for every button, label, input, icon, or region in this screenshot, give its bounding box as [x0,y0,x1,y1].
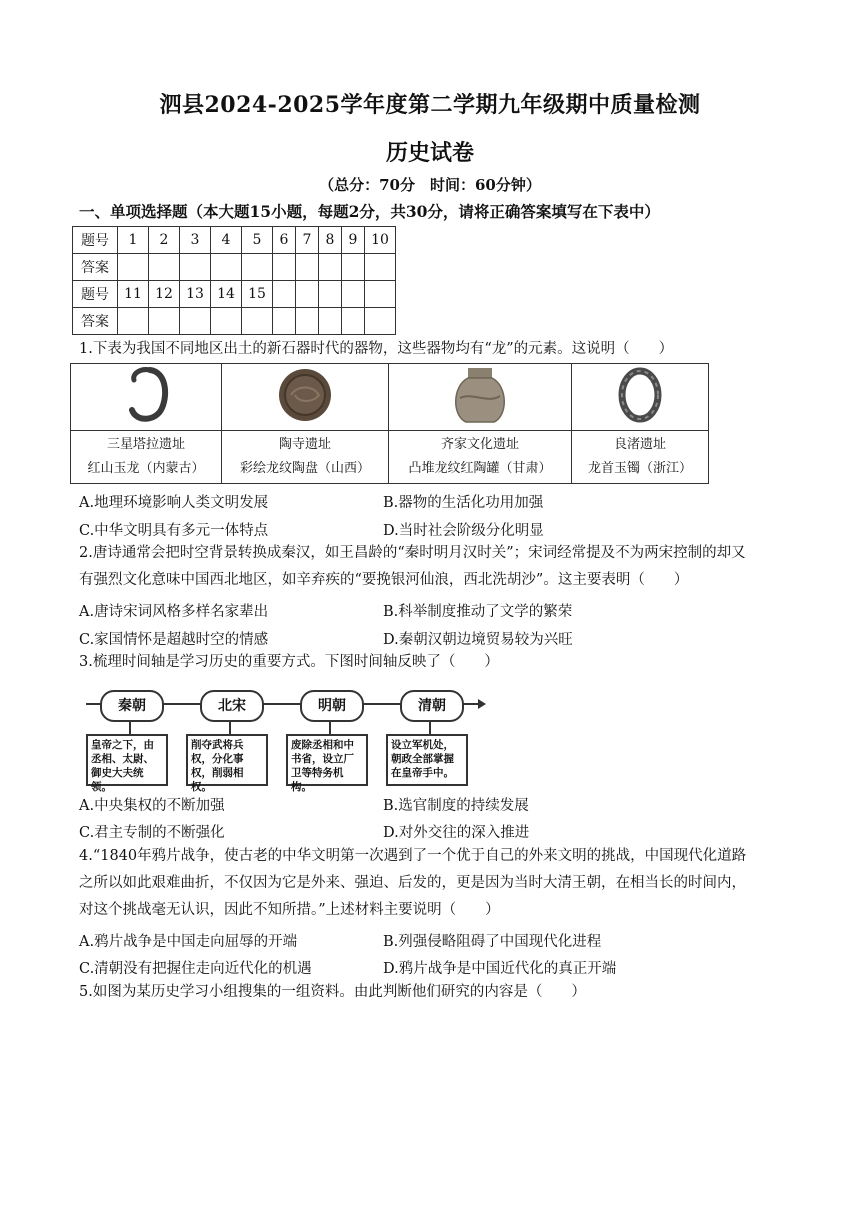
option-d[interactable]: D.秦朝汉朝边境贸易较为兴旺 [383,632,573,648]
answer-cell[interactable] [211,308,242,335]
option-c[interactable]: C.君主专制的不断强化 [79,825,225,841]
answer-cell[interactable] [319,254,342,281]
option-a[interactable]: A.中央集权的不断加强 [79,798,225,814]
table-row [73,254,396,281]
exam-meta: （总分：70分 时间：60分钟） [319,176,541,194]
option-a[interactable]: A.地理环境影响人类文明发展 [79,495,269,511]
timeline-note: 设立军机处，朝政全部掌握在皇帝手中。 [386,734,468,786]
artifact-name: 彩绘龙纹陶盘（山西） [239,461,370,476]
empty-cell [273,308,296,335]
question-number: 13 [180,281,211,308]
option-b[interactable]: B.列强侵略阻碍了中国现代化进程 [383,934,602,950]
answer-table [72,226,396,335]
table-row [73,227,396,254]
artifact-site: 三星塔拉遗址 [106,437,185,452]
answer-cell[interactable] [342,254,365,281]
option-a[interactable]: A.唐诗宋词风格多样名家辈出 [79,604,269,620]
artifact-site: 陶寺遗址 [278,437,331,452]
artifact-caption [222,431,389,484]
answer-cell[interactable] [242,254,273,281]
answer-cell[interactable] [273,254,296,281]
row-label: 答案 [73,308,118,335]
answer-cell[interactable] [242,308,273,335]
answer-cell[interactable] [118,308,149,335]
empty-cell [296,281,319,308]
artifact-image-cell [71,364,222,431]
answer-cell[interactable] [296,254,319,281]
answer-cell[interactable] [180,254,211,281]
question-4-line: 4.“1840年鸦片战争，使古老的中华文明第一次遇到了一个优于自己的外来文明的挑战，中国现代化道路 [79,848,747,864]
empty-cell [319,308,342,335]
question-1-stem: 1.下表为我国不同地区出土的新石器时代的器物，这些器物均有“龙”的元素。这说明（ ） [79,341,674,357]
question-number: 11 [118,281,149,308]
timeline-note: 皇帝之下，由丞相、太尉、御史大夫统领。 [86,734,168,786]
row-label: 题号 [73,227,118,254]
option-c[interactable]: C.中华文明具有多元一体特点 [79,523,269,539]
question-number: 1 [118,227,149,254]
answer-cell[interactable] [149,308,180,335]
question-number: 3 [180,227,211,254]
timeline-diagram [86,682,486,793]
timeline-note: 削夺武将兵权，分化事权，削弱相权。 [186,734,268,786]
option-d[interactable]: D.鸦片战争是中国近代化的真正开端 [383,961,617,977]
answer-cell[interactable] [149,254,180,281]
question-4-line: 之所以如此艰难曲折，不仅因为它是外来、强迫、后发的，更是因为当时大清王朝，在相当长的时间内， [79,875,746,891]
artifact-image-cell [572,364,709,431]
artifact-site: 良渚遗址 [613,437,666,452]
timeline-era: 明朝 [300,690,364,722]
question-number: 12 [149,281,180,308]
empty-cell [365,281,396,308]
timeline-note: 废除丞相和中书省，设立厂卫等特务机构。 [286,734,368,786]
empty-cell [319,281,342,308]
option-c[interactable]: C.清朝没有把握住走向近代化的机遇 [79,961,312,977]
question-5-stem: 5.如图为某历史学习小组搜集的一组资料。由此判断他们研究的内容是（ ） [79,984,586,1000]
question-number: 5 [242,227,273,254]
question-number: 4 [211,227,242,254]
empty-cell [273,281,296,308]
question-number: 14 [211,281,242,308]
question-number: 2 [149,227,180,254]
artifact-caption [572,431,709,484]
exam-title: 泗县2024-2025学年度第二学期九年级期中质量检测 [159,92,701,118]
question-2-line: 有强烈文化意味中国西北地区，如辛弃疾的“要挽银河仙浪，西北洗胡沙”。这主要表明（ ） [79,572,689,588]
artifact-image-cell [389,364,572,431]
timeline-era: 清朝 [400,690,464,722]
table-row [73,281,396,308]
jade-bracelet-icon [615,365,665,425]
timeline-era: 北宋 [200,690,264,722]
empty-cell [342,308,365,335]
table-row [71,431,709,484]
painted-plate-icon [275,365,335,425]
option-b[interactable]: B.选官制度的持续发展 [383,798,529,814]
pottery-jar-icon [448,364,512,426]
jade-dragon-icon [116,364,176,426]
artifact-name: 红山玉龙（内蒙古） [87,461,205,476]
answer-cell[interactable] [365,254,396,281]
answer-cell[interactable] [180,308,211,335]
artifact-site: 齐家文化遗址 [440,437,519,452]
question-number: 7 [296,227,319,254]
option-b[interactable]: B.器物的生活化功用加强 [383,495,544,511]
artifact-name: 凸堆龙纹红陶罐（甘肃） [408,461,552,476]
empty-cell [296,308,319,335]
answer-cell[interactable] [118,254,149,281]
empty-cell [342,281,365,308]
exam-subject: 历史试卷 [385,140,474,166]
artifact-caption [71,431,222,484]
question-number: 8 [319,227,342,254]
table-row [73,308,396,335]
question-3-stem: 3.梳理时间轴是学习历史的重要方式。下图时间轴反映了（ ） [79,654,499,670]
row-label: 答案 [73,254,118,281]
question-number: 6 [273,227,296,254]
question-number: 15 [242,281,273,308]
artifact-name: 龙首玉镯（浙江） [587,461,692,476]
artifact-table [70,363,709,484]
answer-cell[interactable] [211,254,242,281]
artifact-image-cell [222,364,389,431]
question-4-line: 对这个挑战毫无认识，因此不知所措。”上述材料主要说明（ ） [79,902,500,918]
option-d[interactable]: D.对外交往的深入推进 [383,825,530,841]
question-2-line: 2.唐诗通常会把时空背景转换成秦汉，如王昌龄的“秦时明月汉时关”；宋词经常提及不为两宋控制的却又 [79,545,746,561]
section-heading: 一、单项选择题（本大题15小题，每题2分，共30分，请将正确答案填写在下表中） [79,202,660,221]
question-number: 9 [342,227,365,254]
option-c[interactable]: C.家国情怀是超越时空的情感 [79,632,269,648]
option-a[interactable]: A.鸦片战争是中国走向屈辱的开端 [79,934,298,950]
table-row [71,364,709,431]
timeline-era: 秦朝 [100,690,164,722]
question-number: 10 [365,227,396,254]
row-label: 题号 [73,281,118,308]
option-b[interactable]: B.科举制度推动了文学的繁荣 [383,604,573,620]
empty-cell [365,308,396,335]
artifact-caption [389,431,572,484]
option-d[interactable]: D.当时社会阶级分化明显 [383,523,544,539]
